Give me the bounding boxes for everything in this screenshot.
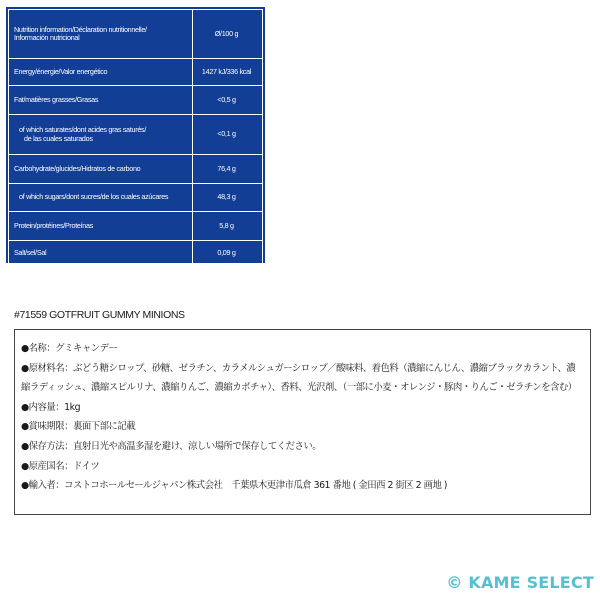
jp-label-origin: ●原産国名：ドイツ [21,460,100,472]
nutrition-label-line: of which saturates/dont acides gras saturés/ [19,125,147,135]
nutrition-label [9,115,193,155]
jp-label-importer: ●輸入者：コストコホールセールジャパン株式会社 千葉県木更津市瓜倉 361 番地 ( 金田西 2 街区 2 画地 ) [21,480,447,492]
jp-label-ingredients: ●原材料名：ぶどう糖シロップ、砂糖、ゼラチン、カラメルシュガーシロップ／酸味料、着色料（濃縮にんじん、濃縮ブラックカラント、濃縮ラディッシュ、濃縮スピルリナ、濃縮りんご、濃縮カボチャ）、香料、光沢剤、（一部に小麦・オレンジ・豚肉・りんご・ゼラチンを含む） [21,362,577,394]
jp-label-best-before: ●賞味期限：裏面下部に記載 [21,421,136,433]
nutrition-label: of which sugars/dont sucres/de los cuales azúcares [9,184,193,212]
nutrition-row-fat [9,86,263,115]
nutrition-row-salt [9,241,263,266]
nutrition-label: Carbohydrate/glucides/Hidratos de carbono [9,155,193,184]
nutrition-row-header [9,10,263,59]
nutrition-label [9,10,193,59]
nutrition-value: <0,1 g [193,115,263,155]
nutrition-label-line: de las cuales saturados [24,133,93,143]
jp-label-storage: ●保存方法：直射日光や高温多湿を避け、涼しい場所で保存してください。 [21,440,322,452]
nutrition-row-protein [9,212,263,241]
watermark: © KAME SELECT [446,573,594,592]
nutrition-value: 5,8 g [193,212,263,241]
nutrition-value: 0,09 g [193,241,263,266]
nutrition-value: 76,4 g [193,155,263,184]
nutrition-value: 48,3 g [193,184,263,212]
nutrition-table [6,7,265,263]
nutrition-label: Energy/énergie/Valor energético [9,59,193,86]
nutrition-label: Protein/protéines/Proteínas [9,212,193,241]
japanese-label-box [14,329,591,515]
jp-label-net-weight: ●内容量：1kg [21,401,81,413]
nutrition-value: 1427 kJ/336 kcal [193,59,263,86]
nutrition-label-line: Información nutricional [14,33,80,42]
nutrition-label-line: Nutrition information/Déclaration nutritionnelle/ [14,24,147,34]
jp-label-name: ●名称：グミキャンデー [21,343,118,354]
nutrition-value: <0,5 g [193,86,263,115]
nutrition-row-energy [9,59,263,86]
product-code: #71559 GOTFRUIT GUMMY MINIONS [14,309,185,321]
nutrition-row-carbohydrate [9,155,263,184]
nutrition-row-sugars [9,184,263,212]
nutrition-row-saturates [9,115,263,155]
nutrition-label: Fat/matières grasses/Grasas [9,86,193,115]
nutrition-value: Ø/100 g [193,10,263,59]
nutrition-label: Salt/sel/Sal [9,241,193,266]
